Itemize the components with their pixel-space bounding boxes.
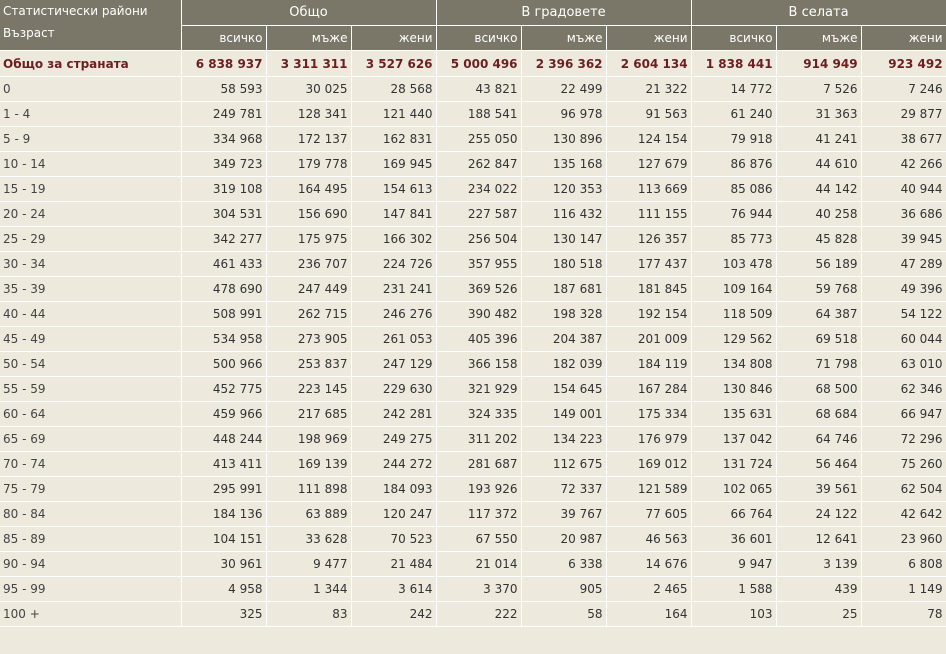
row-label: 80 - 84 [0,502,181,527]
table-header [0,0,946,51]
table-cell: 69 518 [776,327,861,352]
table-cell: 49 396 [861,277,946,302]
table-cell: 109 164 [691,277,776,302]
table-cell: 304 531 [181,202,266,227]
table-cell: 46 563 [606,527,691,552]
row-label: 5 - 9 [0,127,181,152]
table-cell: 247 449 [266,277,351,302]
table-cell: 281 687 [436,452,521,477]
table-cell: 130 846 [691,377,776,402]
table-cell: 224 726 [351,252,436,277]
table-cell: 137 042 [691,427,776,452]
table-cell: 154 645 [521,377,606,402]
table-cell: 478 690 [181,277,266,302]
table-cell: 86 876 [691,152,776,177]
table-cell: 30 961 [181,552,266,577]
table-cell: 131 724 [691,452,776,477]
table-cell: 242 [351,602,436,627]
table-cell: 914 949 [776,51,861,77]
table-cell: 3 311 311 [266,51,351,77]
table-row [0,177,946,202]
table-cell: 43 821 [436,77,521,102]
table-cell: 9 477 [266,552,351,577]
row-label: 0 [0,77,181,102]
table-cell: 182 039 [521,352,606,377]
table-cell: 21 484 [351,552,436,577]
table-cell: 321 929 [436,377,521,402]
table-cell: 28 568 [351,77,436,102]
table-cell: 128 341 [266,102,351,127]
table-cell: 134 808 [691,352,776,377]
table-cell: 149 001 [521,402,606,427]
table-row [0,527,946,552]
table-cell: 36 686 [861,202,946,227]
table-cell: 534 958 [181,327,266,352]
table-cell: 166 302 [351,227,436,252]
table-cell: 63 010 [861,352,946,377]
table-cell: 154 613 [351,177,436,202]
table-cell: 29 877 [861,102,946,127]
table-cell: 9 947 [691,552,776,577]
table-cell: 58 593 [181,77,266,102]
table-cell: 1 344 [266,577,351,602]
table-cell: 184 136 [181,502,266,527]
table-cell: 22 499 [521,77,606,102]
table-cell: 66 764 [691,502,776,527]
table-cell: 164 [606,602,691,627]
table-cell: 255 050 [436,127,521,152]
table-cell: 193 926 [436,477,521,502]
table-cell: 295 991 [181,477,266,502]
table-cell: 5 000 496 [436,51,521,77]
table-cell: 172 137 [266,127,351,152]
table-cell: 1 588 [691,577,776,602]
table-cell: 147 841 [351,202,436,227]
table-cell: 68 684 [776,402,861,427]
row-label: 10 - 14 [0,152,181,177]
table-cell: 244 272 [351,452,436,477]
table-cell: 71 798 [776,352,861,377]
table-cell: 91 563 [606,102,691,127]
table-cell: 164 495 [266,177,351,202]
table-cell: 30 025 [266,77,351,102]
row-label: 25 - 29 [0,227,181,252]
table-cell: 38 677 [861,127,946,152]
table-cell: 124 154 [606,127,691,152]
total-row [0,51,946,77]
table-cell: 4 958 [181,577,266,602]
row-label: 50 - 54 [0,352,181,377]
corner-header [0,0,181,51]
row-label: 75 - 79 [0,477,181,502]
table-cell: 64 387 [776,302,861,327]
row-label: 1 - 4 [0,102,181,127]
table-cell: 169 012 [606,452,691,477]
table-cell: 262 847 [436,152,521,177]
table-row [0,77,946,102]
table-cell: 126 357 [606,227,691,252]
table-row [0,352,946,377]
col-urban-all: всичко [436,26,521,51]
table-cell: 103 478 [691,252,776,277]
group-urban-header: В градовете [436,0,691,26]
table-cell: 204 387 [521,327,606,352]
col-urban-female: жени [606,26,691,51]
table-row [0,327,946,352]
table-row [0,427,946,452]
table-cell: 201 009 [606,327,691,352]
row-label: 20 - 24 [0,202,181,227]
table-cell: 23 960 [861,527,946,552]
table-cell: 324 335 [436,402,521,427]
table-cell: 176 979 [606,427,691,452]
table-cell: 118 509 [691,302,776,327]
age-label: Възраст [3,26,55,40]
table-cell: 44 142 [776,177,861,202]
table-row [0,577,946,602]
table-cell: 121 440 [351,102,436,127]
table-cell: 261 053 [351,327,436,352]
table-cell: 72 296 [861,427,946,452]
group-total-header: Общо [181,0,436,26]
table-row [0,227,946,252]
table-row [0,552,946,577]
table-cell: 234 022 [436,177,521,202]
table-cell: 85 086 [691,177,776,202]
table-cell: 905 [521,577,606,602]
table-cell: 508 991 [181,302,266,327]
table-cell: 42 642 [861,502,946,527]
table-cell: 83 [266,602,351,627]
table-cell: 130 896 [521,127,606,152]
table-cell: 2 465 [606,577,691,602]
table-cell: 134 223 [521,427,606,452]
row-label: 70 - 74 [0,452,181,477]
row-label: 100 + [0,602,181,627]
table-cell: 256 504 [436,227,521,252]
table-cell: 413 411 [181,452,266,477]
row-label: 60 - 64 [0,402,181,427]
table-cell: 56 464 [776,452,861,477]
table-cell: 63 889 [266,502,351,527]
table-cell: 390 482 [436,302,521,327]
table-cell: 120 247 [351,502,436,527]
table-cell: 2 396 362 [521,51,606,77]
col-rural-male: мъже [776,26,861,51]
table-cell: 72 337 [521,477,606,502]
table-cell: 180 518 [521,252,606,277]
table-cell: 1 149 [861,577,946,602]
table-cell: 223 145 [266,377,351,402]
table-cell: 54 122 [861,302,946,327]
col-total-all: всичко [181,26,266,51]
table-cell: 169 945 [351,152,436,177]
table-cell: 135 168 [521,152,606,177]
table-cell: 127 679 [606,152,691,177]
table-cell: 461 433 [181,252,266,277]
table-cell: 192 154 [606,302,691,327]
table-cell: 66 947 [861,402,946,427]
table-cell: 405 396 [436,327,521,352]
table-cell: 177 437 [606,252,691,277]
table-row [0,202,946,227]
table-cell: 262 715 [266,302,351,327]
row-label: 45 - 49 [0,327,181,352]
table-cell: 121 589 [606,477,691,502]
table-cell: 60 044 [861,327,946,352]
table-cell: 21 014 [436,552,521,577]
table-cell: 76 944 [691,202,776,227]
table-cell: 311 202 [436,427,521,452]
table-cell: 369 526 [436,277,521,302]
row-label: Общо за страната [0,51,181,77]
table-cell: 96 978 [521,102,606,127]
table-cell: 116 432 [521,202,606,227]
table-cell: 21 322 [606,77,691,102]
table-row [0,502,946,527]
table-cell: 14 772 [691,77,776,102]
table-cell: 184 093 [351,477,436,502]
table-cell: 249 275 [351,427,436,452]
table-body [0,51,946,627]
col-total-female: жени [351,26,436,51]
table-cell: 67 550 [436,527,521,552]
row-label: 90 - 94 [0,552,181,577]
table-cell: 459 966 [181,402,266,427]
col-rural-all: всичко [691,26,776,51]
table-cell: 181 845 [606,277,691,302]
table-cell: 39 767 [521,502,606,527]
table-cell: 162 831 [351,127,436,152]
table-cell: 229 630 [351,377,436,402]
table-cell: 41 241 [776,127,861,152]
row-label: 35 - 39 [0,277,181,302]
table-cell: 366 158 [436,352,521,377]
table-row [0,277,946,302]
table-cell: 439 [776,577,861,602]
table-cell: 59 768 [776,277,861,302]
table-cell: 120 353 [521,177,606,202]
table-cell: 187 681 [521,277,606,302]
table-cell: 85 773 [691,227,776,252]
table-cell: 20 987 [521,527,606,552]
table-cell: 6 338 [521,552,606,577]
row-label: 95 - 99 [0,577,181,602]
table-cell: 500 966 [181,352,266,377]
table-cell: 325 [181,602,266,627]
table-cell: 167 284 [606,377,691,402]
col-urban-male: мъже [521,26,606,51]
table-cell: 12 641 [776,527,861,552]
table-cell: 247 129 [351,352,436,377]
table-cell: 198 328 [521,302,606,327]
table-cell: 36 601 [691,527,776,552]
group-rural-header: В селата [691,0,946,26]
table-row [0,302,946,327]
table-cell: 184 119 [606,352,691,377]
table-cell: 58 [521,602,606,627]
table-cell: 217 685 [266,402,351,427]
table-cell: 39 945 [861,227,946,252]
table-cell: 31 363 [776,102,861,127]
table-cell: 246 276 [351,302,436,327]
table-cell: 112 675 [521,452,606,477]
table-cell: 3 527 626 [351,51,436,77]
table-row [0,377,946,402]
table-row [0,252,946,277]
table-cell: 111 155 [606,202,691,227]
row-label: 65 - 69 [0,427,181,452]
table-cell: 104 151 [181,527,266,552]
table-cell: 169 139 [266,452,351,477]
table-cell: 7 246 [861,77,946,102]
row-label: 15 - 19 [0,177,181,202]
table-row [0,602,946,627]
row-label: 30 - 34 [0,252,181,277]
table-cell: 7 526 [776,77,861,102]
table-cell: 129 562 [691,327,776,352]
table-cell: 156 690 [266,202,351,227]
table-cell: 222 [436,602,521,627]
table-cell: 117 372 [436,502,521,527]
table-row [0,152,946,177]
table-cell: 236 707 [266,252,351,277]
table-cell: 253 837 [266,352,351,377]
table-cell: 39 561 [776,477,861,502]
table-cell: 130 147 [521,227,606,252]
table-row [0,127,946,152]
table-cell: 42 266 [861,152,946,177]
table-cell: 227 587 [436,202,521,227]
table-cell: 923 492 [861,51,946,77]
table-row [0,477,946,502]
table-row [0,452,946,477]
table-cell: 2 604 134 [606,51,691,77]
table-cell: 357 955 [436,252,521,277]
table-cell: 3 139 [776,552,861,577]
table-cell: 3 614 [351,577,436,602]
row-label: 85 - 89 [0,527,181,552]
table-row [0,402,946,427]
table-cell: 64 746 [776,427,861,452]
table-cell: 47 289 [861,252,946,277]
table-cell: 70 523 [351,527,436,552]
table-cell: 242 281 [351,402,436,427]
table-cell: 103 [691,602,776,627]
table-cell: 44 610 [776,152,861,177]
table-cell: 198 969 [266,427,351,452]
table-cell: 273 905 [266,327,351,352]
table-cell: 24 122 [776,502,861,527]
table-cell: 62 346 [861,377,946,402]
table-cell: 342 277 [181,227,266,252]
table-cell: 25 [776,602,861,627]
col-rural-female: жени [861,26,946,51]
table-cell: 33 628 [266,527,351,552]
table-row [0,102,946,127]
table-cell: 45 828 [776,227,861,252]
col-total-male: мъже [266,26,351,51]
table-cell: 75 260 [861,452,946,477]
table-cell: 14 676 [606,552,691,577]
table-cell: 135 631 [691,402,776,427]
table-cell: 1 838 441 [691,51,776,77]
table-cell: 79 918 [691,127,776,152]
row-label: 40 - 44 [0,302,181,327]
table-cell: 349 723 [181,152,266,177]
table-cell: 102 065 [691,477,776,502]
table-cell: 113 669 [606,177,691,202]
row-label: 55 - 59 [0,377,181,402]
table-cell: 188 541 [436,102,521,127]
table-cell: 175 334 [606,402,691,427]
table-cell: 448 244 [181,427,266,452]
table-cell: 452 775 [181,377,266,402]
table-cell: 6 838 937 [181,51,266,77]
region-label: Статистически райони [3,4,148,18]
table-cell: 56 189 [776,252,861,277]
table-cell: 78 [861,602,946,627]
table-cell: 334 968 [181,127,266,152]
table-cell: 62 504 [861,477,946,502]
table-cell: 68 500 [776,377,861,402]
table-cell: 6 808 [861,552,946,577]
table-cell: 179 778 [266,152,351,177]
table-cell: 77 605 [606,502,691,527]
table-cell: 175 975 [266,227,351,252]
table-cell: 319 108 [181,177,266,202]
table-cell: 61 240 [691,102,776,127]
table-cell: 111 898 [266,477,351,502]
table-cell: 40 258 [776,202,861,227]
table-cell: 3 370 [436,577,521,602]
table-cell: 249 781 [181,102,266,127]
table-cell: 40 944 [861,177,946,202]
table-cell: 231 241 [351,277,436,302]
